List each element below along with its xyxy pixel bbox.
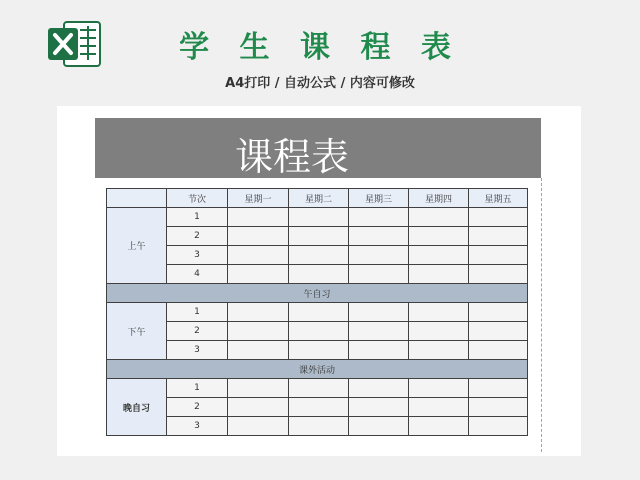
table-row xyxy=(107,341,528,360)
schedule-cell[interactable] xyxy=(469,208,528,227)
schedule-cell[interactable] xyxy=(289,322,349,341)
schedule-table xyxy=(106,188,528,436)
schedule-cell[interactable] xyxy=(228,417,289,436)
schedule-cell[interactable] xyxy=(469,246,528,265)
schedule-cell[interactable] xyxy=(469,227,528,246)
column-header-thursday[interactable]: 星期四 xyxy=(409,189,469,208)
noon-break-band[interactable]: 午自习 xyxy=(107,284,528,303)
schedule-cell[interactable] xyxy=(289,208,349,227)
period-number[interactable]: 1 xyxy=(167,379,228,398)
schedule-cell[interactable] xyxy=(469,303,528,322)
schedule-cell[interactable] xyxy=(289,227,349,246)
break-row xyxy=(107,284,528,303)
schedule-cell[interactable] xyxy=(349,379,409,398)
schedule-cell[interactable] xyxy=(228,398,289,417)
schedule-cell[interactable] xyxy=(409,379,469,398)
schedule-cell[interactable] xyxy=(349,341,409,360)
column-header-tuesday[interactable]: 星期二 xyxy=(289,189,349,208)
period-number[interactable]: 3 xyxy=(167,246,228,265)
period-number[interactable]: 3 xyxy=(167,341,228,360)
schedule-cell[interactable] xyxy=(228,341,289,360)
schedule-cell[interactable] xyxy=(409,208,469,227)
column-header-friday[interactable]: 星期五 xyxy=(469,189,528,208)
table-row xyxy=(107,246,528,265)
sheet-banner xyxy=(95,118,541,178)
schedule-cell[interactable] xyxy=(289,265,349,284)
period-number[interactable]: 2 xyxy=(167,227,228,246)
table-row xyxy=(107,208,528,227)
break-row xyxy=(107,360,528,379)
table-row xyxy=(107,398,528,417)
schedule-cell[interactable] xyxy=(228,265,289,284)
page-break-line xyxy=(541,178,542,452)
column-header-wednesday[interactable]: 星期三 xyxy=(349,189,409,208)
sheet-title: 课程表 xyxy=(235,135,350,179)
schedule-cell[interactable] xyxy=(469,379,528,398)
table-row xyxy=(107,303,528,322)
schedule-cell[interactable] xyxy=(409,322,469,341)
schedule-cell[interactable] xyxy=(289,246,349,265)
schedule-cell[interactable] xyxy=(228,303,289,322)
schedule-cell[interactable] xyxy=(349,303,409,322)
column-header-monday[interactable]: 星期一 xyxy=(228,189,289,208)
table-row xyxy=(107,322,528,341)
schedule-cell[interactable] xyxy=(409,265,469,284)
column-header-period[interactable]: 节次 xyxy=(167,189,228,208)
period-number[interactable]: 2 xyxy=(167,322,228,341)
schedule-cell[interactable] xyxy=(409,417,469,436)
schedule-cell[interactable] xyxy=(349,322,409,341)
page-subtitle: A4打印 / 自动公式 / 内容可修改 xyxy=(225,76,415,91)
schedule-cell[interactable] xyxy=(349,227,409,246)
section-label-morning[interactable]: 上午 xyxy=(107,208,167,284)
schedule-cell[interactable] xyxy=(228,379,289,398)
schedule-cell[interactable] xyxy=(469,398,528,417)
table-row xyxy=(107,227,528,246)
period-number[interactable]: 3 xyxy=(167,417,228,436)
schedule-cell[interactable] xyxy=(409,341,469,360)
schedule-cell[interactable] xyxy=(228,246,289,265)
schedule-cell[interactable] xyxy=(469,322,528,341)
table-row xyxy=(107,417,528,436)
corner-cell[interactable] xyxy=(107,189,167,208)
schedule-cell[interactable] xyxy=(228,208,289,227)
spreadsheet-preview xyxy=(57,106,581,456)
schedule-cell[interactable] xyxy=(469,265,528,284)
section-label-evening[interactable]: 晚自习 xyxy=(107,379,167,436)
schedule-cell[interactable] xyxy=(289,341,349,360)
schedule-cell[interactable] xyxy=(349,246,409,265)
period-number[interactable]: 4 xyxy=(167,265,228,284)
schedule-cell[interactable] xyxy=(469,341,528,360)
schedule-cell[interactable] xyxy=(349,417,409,436)
section-label-afternoon[interactable]: 下午 xyxy=(107,303,167,360)
table-row xyxy=(107,379,528,398)
schedule-cell[interactable] xyxy=(289,379,349,398)
schedule-cell[interactable] xyxy=(409,227,469,246)
period-number[interactable]: 1 xyxy=(167,303,228,322)
period-number[interactable]: 1 xyxy=(167,208,228,227)
page-title: 学 生 课 程 表 xyxy=(179,30,461,65)
schedule-cell[interactable] xyxy=(289,398,349,417)
period-number[interactable]: 2 xyxy=(167,398,228,417)
header-row xyxy=(107,189,528,208)
schedule-cell[interactable] xyxy=(409,303,469,322)
schedule-cell[interactable] xyxy=(349,208,409,227)
schedule-cell[interactable] xyxy=(469,417,528,436)
schedule-cell[interactable] xyxy=(289,417,349,436)
activity-break-band[interactable]: 课外活动 xyxy=(107,360,528,379)
schedule-cell[interactable] xyxy=(228,227,289,246)
schedule-cell[interactable] xyxy=(349,265,409,284)
schedule-cell[interactable] xyxy=(409,246,469,265)
table-row xyxy=(107,265,528,284)
schedule-cell[interactable] xyxy=(409,398,469,417)
schedule-cell[interactable] xyxy=(349,398,409,417)
schedule-cell[interactable] xyxy=(228,322,289,341)
schedule-cell[interactable] xyxy=(289,303,349,322)
